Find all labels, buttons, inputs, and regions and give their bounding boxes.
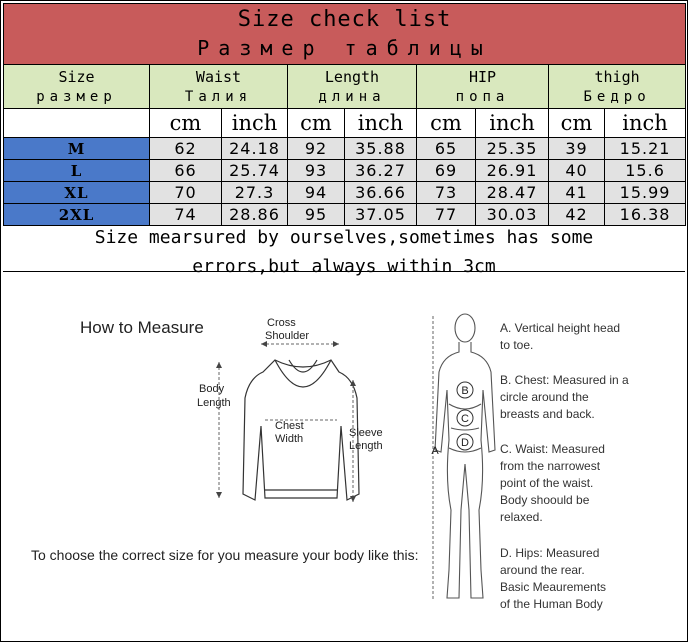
header-length-en: Length [324, 67, 380, 86]
table-cell: 30.03 [476, 204, 549, 226]
title-english: Size check list [237, 7, 452, 32]
legend-c: C. Waist: Measured from the narrowest point of the waist. Body shoould be relaxed. [500, 442, 605, 524]
legend-b: B. Chest: Measured in a circle around the breasts and back. [500, 373, 629, 421]
table-cell: 69 [417, 160, 476, 182]
body-label-1: Body [199, 383, 225, 395]
table-cell: 66 [150, 160, 222, 182]
units-row [4, 109, 686, 138]
unit-cell: cm [549, 109, 605, 138]
header-hip [417, 65, 549, 109]
header-size [4, 65, 150, 109]
header-length-ru: длина [318, 88, 386, 105]
table-cell: 77 [417, 204, 476, 226]
unit-cell: cm [417, 109, 476, 138]
table-cell: 15.21 [605, 138, 686, 160]
legend-a: A. Vertical height head to toe. [500, 321, 621, 352]
header-waist [150, 65, 288, 109]
header-thigh-ru: Бедро [583, 88, 651, 105]
header-waist-en: Waist [195, 67, 242, 86]
sleeve-label-1: Sleeve [349, 427, 383, 439]
unit-cell: inch [476, 109, 549, 138]
table-cell: 35.88 [345, 138, 417, 160]
size-label: 2XL [4, 204, 150, 226]
size-label: M [4, 138, 150, 160]
table-cell: 94 [288, 182, 345, 204]
unit-cell: cm [288, 109, 345, 138]
table-cell: 15.99 [605, 182, 686, 204]
table-cell: 40 [549, 160, 605, 182]
table-cell: 25.35 [476, 138, 549, 160]
header-thigh [549, 65, 686, 109]
header-waist-ru: Талия [184, 88, 253, 105]
title-russian: Размер таблицы [197, 36, 492, 60]
table-cell: 65 [417, 138, 476, 160]
table-cell: 39 [549, 138, 605, 160]
figure-letter-d: D [461, 437, 469, 449]
legend-d: D. Hips: Measured around the rear. Basic Meaurements of the Human Body [500, 546, 607, 611]
table-cell: 41 [549, 182, 605, 204]
table-row [4, 160, 686, 182]
note-line-1: Size mearsured by ourselves,sometimes has some [94, 227, 594, 248]
table-title [4, 4, 686, 65]
header-length [288, 65, 417, 109]
header-thigh-en: thigh [594, 67, 640, 86]
table-cell: 95 [288, 204, 345, 226]
sleeve-label-2: Length [349, 440, 383, 452]
table-row [4, 182, 686, 204]
chest-label-1: Chest [275, 420, 304, 432]
table-cell: 28.47 [476, 182, 549, 204]
measuring-guide [3, 280, 685, 639]
table-cell: 92 [288, 138, 345, 160]
size-label: XL [4, 182, 150, 204]
table-cell: 36.66 [345, 182, 417, 204]
size-table [3, 3, 686, 226]
figure-letter-b: B [461, 385, 469, 397]
size-label: L [4, 160, 150, 182]
table-cell: 25.74 [222, 160, 288, 182]
table-cell: 15.6 [605, 160, 686, 182]
table-cell: 16.38 [605, 204, 686, 226]
table-cell: 27.3 [222, 182, 288, 204]
table-cell: 62 [150, 138, 222, 160]
body-label-2: Length [197, 397, 231, 409]
header-size-ru: размер [36, 88, 117, 105]
measurement-note [3, 223, 685, 277]
table-cell: 73 [417, 182, 476, 204]
cross-label-1: Cross [267, 317, 296, 329]
figure-letter-a: A [431, 445, 439, 457]
header-hip-ru: попа [455, 88, 510, 105]
units-blank-cell [4, 109, 150, 138]
unit-cell: cm [150, 109, 222, 138]
header-hip-en: HIP [468, 67, 497, 86]
header-size-en: Size [58, 67, 95, 86]
table-cell: 28.86 [222, 204, 288, 226]
body-figure [435, 314, 495, 598]
table-cell: 42 [549, 204, 605, 226]
unit-cell: inch [605, 109, 686, 138]
header-row [4, 65, 686, 109]
figure-letter-c: C [461, 413, 469, 425]
table-cell: 24.18 [222, 138, 288, 160]
guide-heading: How to Measure [80, 318, 204, 337]
table-cell: 36.27 [345, 160, 417, 182]
chest-label-2: Width [275, 433, 304, 445]
table-row [4, 138, 686, 160]
table-cell: 70 [150, 182, 222, 204]
table-cell: 26.91 [476, 160, 549, 182]
unit-cell: inch [345, 109, 417, 138]
unit-cell: inch [222, 109, 288, 138]
table-cell: 93 [288, 160, 345, 182]
note-line-2: errors,but always within 3cm [192, 256, 496, 277]
cross-label-2: Shoulder [265, 330, 310, 342]
table-cell: 74 [150, 204, 222, 226]
table-cell: 37.05 [345, 204, 417, 226]
choose-size-text: To choose the correct size for you measure your body like this: [31, 547, 419, 563]
